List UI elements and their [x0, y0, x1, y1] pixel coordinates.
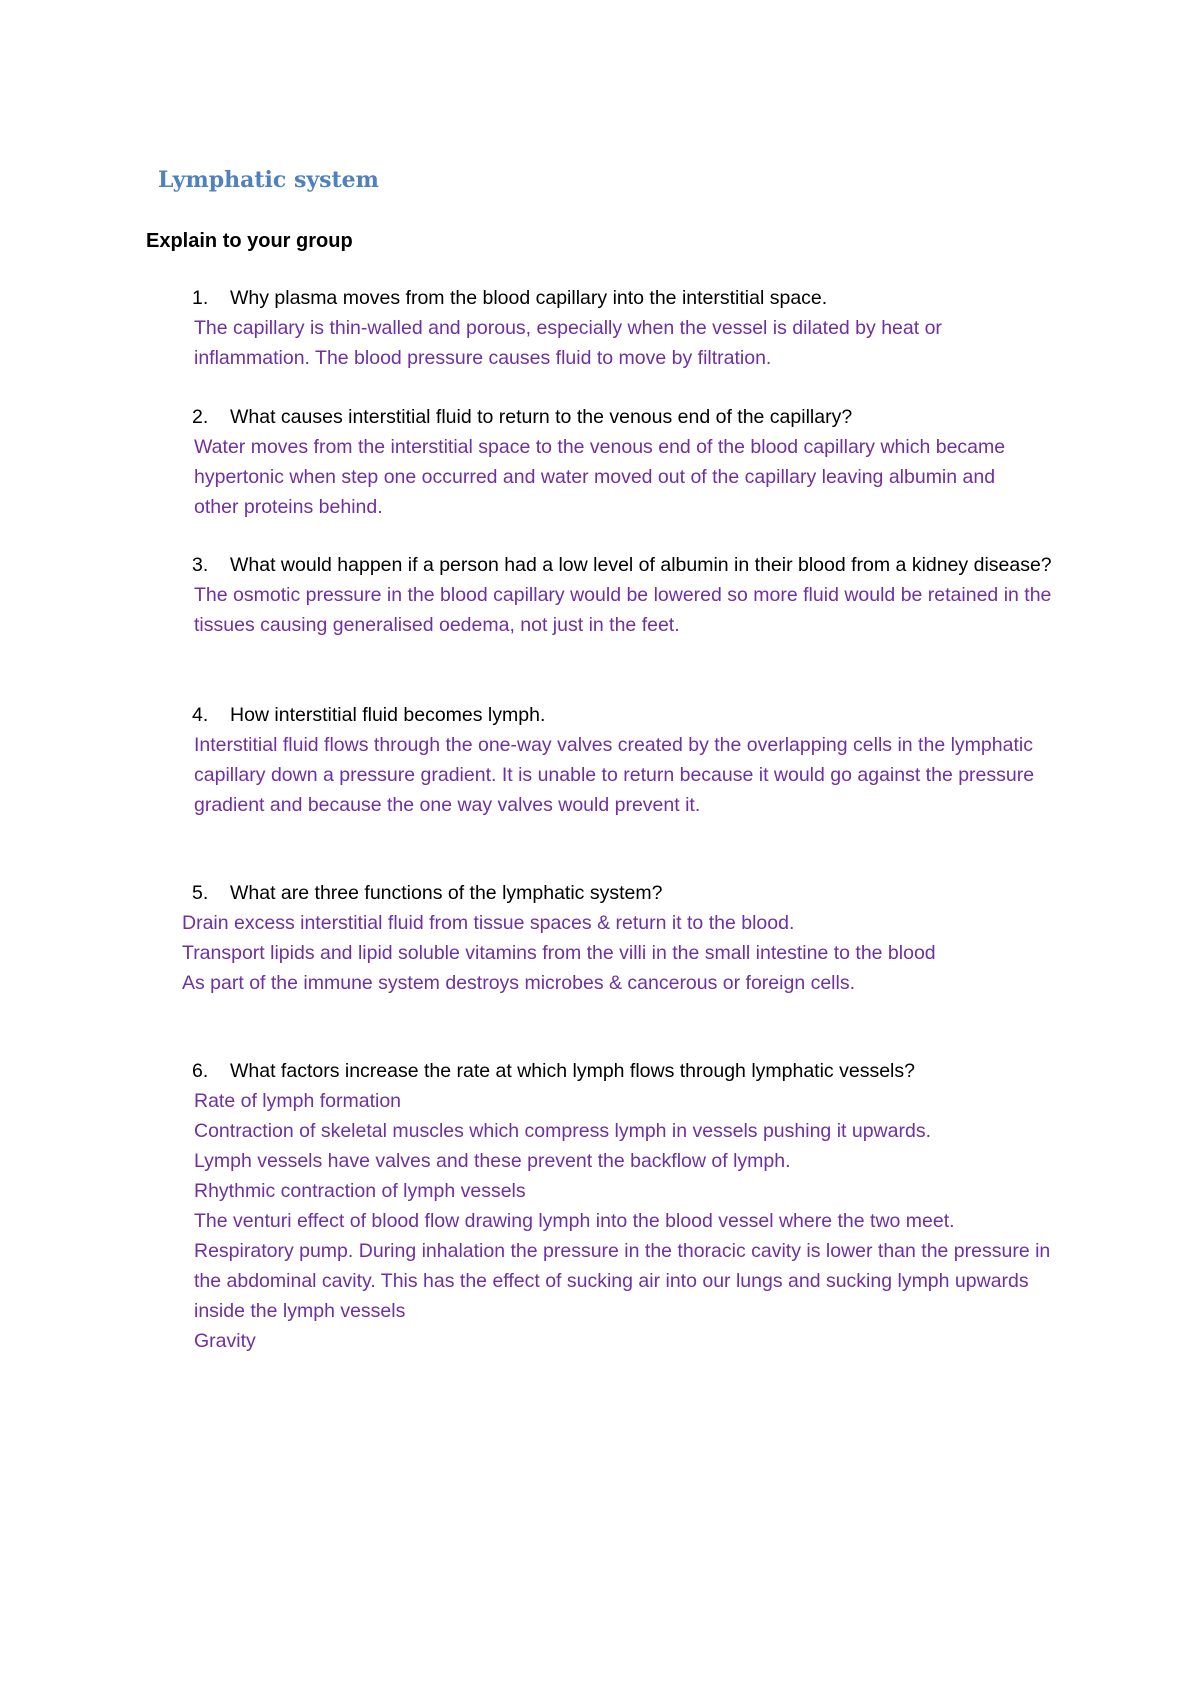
question-text: What factors increase the rate at which lymph flows through lymphatic vessels?	[230, 1060, 915, 1082]
answer-line: Rhythmic contraction of lymph vessels	[194, 1180, 526, 1202]
question-4	[192, 700, 1080, 730]
answer-line: Interstitial fluid flows through the one-way valves created by the overlapping cells in the lymphatic capillary down a pressure gradient. It is unable to return because it would go against the pressure gradient and because the one way valves would prevent it.	[194, 734, 1035, 816]
answer-line: Lymph vessels have valves and these prevent the backflow of lymph.	[194, 1150, 791, 1172]
answer-line: Gravity	[194, 1330, 256, 1352]
answer-line: Water moves from the interstitial space to the venous end of the blood capillary which became hypertonic when step one occurred and water moved out of the capillary leaving albumin and other proteins behind.	[194, 436, 1006, 518]
answer-1	[194, 313, 1054, 373]
question-number: 2.	[192, 406, 209, 428]
answer-2	[194, 432, 1014, 522]
answer-line: The venturi effect of blood flow drawing lymph into the blood vessel where the two meet.	[194, 1210, 955, 1232]
answer-3	[194, 580, 1074, 640]
question-3	[192, 550, 1060, 580]
question-block-2	[0, 402, 1200, 522]
question-5	[192, 878, 1080, 908]
question-text: How interstitial fluid becomes lymph.	[230, 704, 546, 726]
question-number: 3.	[192, 554, 209, 576]
question-block-1	[0, 283, 1200, 373]
answer-5	[182, 908, 1062, 998]
question-6	[192, 1056, 1110, 1086]
answer-line: The osmotic pressure in the blood capillary would be lowered so more fluid would be retained in the tissues causing generalised oedema, not just in the feet.	[194, 584, 1052, 636]
answer-line: Respiratory pump. During inhalation the pressure in the thoracic cavity is lower than the pressure in the abdominal cavity. This has the effect of sucking air into our lungs and sucking lymph upwards inside the lymph vessels	[194, 1240, 1051, 1322]
answer-line: As part of the immune system destroys microbes & cancerous or foreign cells.	[182, 972, 856, 994]
answer-line: The capillary is thin-walled and porous, especially when the vessel is dilated by heat or inflammation. The blood pressure causes fluid to move by filtration.	[194, 317, 942, 369]
question-number: 6.	[192, 1060, 209, 1082]
question-block-6	[0, 1056, 1200, 1356]
question-number: 4.	[192, 704, 209, 726]
question-1	[192, 283, 1080, 313]
answer-line: Transport lipids and lipid soluble vitamins from the villi in the small intestine to the blood	[182, 942, 936, 964]
question-block-5	[0, 878, 1200, 998]
question-block-4	[0, 700, 1200, 820]
answer-line: Rate of lymph formation	[194, 1090, 402, 1112]
question-text: What are three functions of the lymphatic system?	[230, 882, 663, 904]
question-block-3	[0, 550, 1200, 640]
question-text: Why plasma moves from the blood capillary into the interstitial space.	[230, 287, 828, 309]
answer-4	[194, 730, 1064, 820]
answer-line: Contraction of skeletal muscles which compress lymph in vessels pushing it upwards.	[194, 1120, 931, 1142]
question-text: What causes interstitial fluid to return to the venous end of the capillary?	[230, 406, 853, 428]
question-number: 1.	[192, 287, 209, 309]
answer-6	[194, 1086, 1064, 1356]
question-number: 5.	[192, 882, 209, 904]
question-2	[192, 402, 1080, 432]
question-text: What would happen if a person had a low level of albumin in their blood from a kidney disease?	[230, 554, 1052, 576]
answer-line: Drain excess interstitial fluid from tissue spaces & return it to the blood.	[182, 912, 795, 934]
document-subtitle: Explain to your group	[146, 230, 353, 252]
document-title: Lymphatic system	[158, 167, 379, 193]
